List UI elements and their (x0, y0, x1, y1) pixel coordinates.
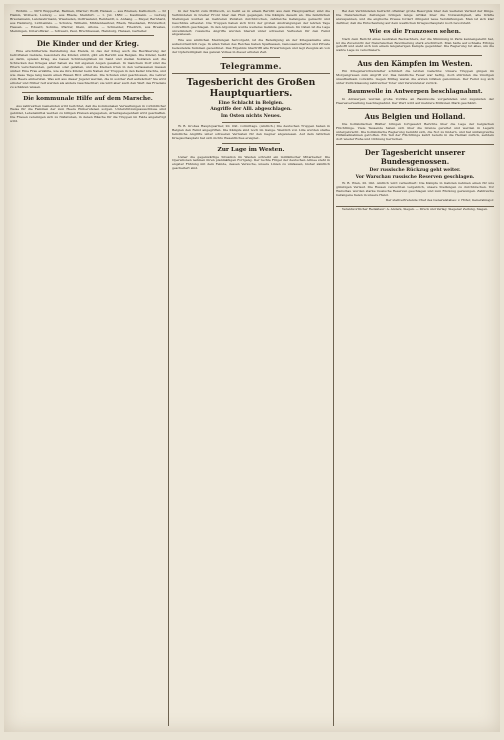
headline-bundesgenossen: Der Tagesbericht unserer Bundesgenossen. (364, 148, 466, 167)
article-text: Ein Kriegsberichterstatter schildert die letzten Gefechte: Unsere Truppen gingen im Morgengrauen zum Angriff vor. Das feindliche Feuer war heftig, doch stürmten die Unsrigen unaufhaltsam vorwärts. Gegen Mittag waren die ersten Gräben genommen. Der Feind zog sich unter Zurücklassung zahlreicher Toter und Verwundeter zurück. (336, 69, 494, 85)
divider (336, 144, 494, 145)
divider (22, 92, 154, 93)
article-text: Ueber die gegenwärtige Situation im Westen schreibt ein militärischer Mitarbeiter: Die Operationen nehmen ihren planmäßigen Fortgang. Der rechte Flügel der deutschen Armee steht in engster Fühlung mit dem Feinde, dessen Versuche, unsere Linien zu umfassen, bisher sämtlich gescheitert sind. (172, 154, 330, 171)
headline-belgien: Aus Belgien und Holland. (364, 111, 466, 121)
subheadline: Eine Schlacht in Belgien. (218, 100, 284, 106)
signoff: Der stellvertretende Chef des Generalstabes: v. Höfer, Generalmajor. (385, 198, 494, 203)
article-text: Aus zahlreichen Gemeinden wird berichtet, daß die kommunalen Verwaltungen in vorbildlicher Weise für die Familien der zum Heere Einberufenen sorgen. Unterstützungsausschüsse sind gebildet, Lebensmittel werden zu billigen Preisen abgegeben, Arbeitsgelegenheit wird geschaffen. Die Frauen vereinigen sich zu Nähstuben, in denen Wäsche für die Truppen im Felde angefertigt wird. (10, 103, 166, 124)
divider (172, 73, 330, 74)
article-text: Eine erschütternde Darstellung des Elends, in das der Krieg auch die Bevölkerung der betroffenen Gebiete, besonders die Kinder, stürzt, gibt ein Bericht aus Belgien. Die Kinder, heißt es darin, spielen Krieg, sie bauen Schützengräben im Sand und stellen Soldaten auf; die Schrecken des Krieges aber haben sie mit eigenen Augen gesehen. In manchem Dorf sind die Eltern verschwunden, geflohen oder gefallen, und die Kleinen irren in den verlassenen Gassen umher. Eine Frau erzählte, wie sie ihre Kinder beim Nahen der Truppen in den Keller brachte, und wie diese Tage lang kaum einen Bissen Brot erhielten. Die Schulen sind geschlossen, die Lehrer zum Heere einberufen. Was soll aus dieser Jugend werden, die in solcher Zeit aufwächst? Sie wird ernster und früher reif werden als andere Geschlechter; sie wird aber auch den Wert des Friedens zu schätzen wissen. (10, 49, 166, 89)
divider (348, 108, 482, 109)
article-text: Bei den Verbündeten herrscht offenbar große Besorgnis über den weiteren Verlauf der Dinge. Die französischen Zeitungen bringen lange Artikel über die Notwendigkeit, alle Kräfte anzuspannen, und die englische Presse fordert dringend neue Verstärkungen. Man ist sich klar darüber, daß die Entscheidung auf dem westlichen Kriegsschauplatz noch bevorsteht. (336, 10, 494, 25)
headline-kinder: Die Kinder und der Krieg. (36, 39, 140, 49)
divider (222, 143, 280, 144)
article-text: Wöhrm. — 3970 Wuppertal, Barmen, Pfarrer; Wolff, Hansen — aus Bremen, Katholisch. — 32 Hamm, Wolbeck, Ludwig — aus Rhade, Steinfurt. — 1. Jul. 1880 — Kaufmann. — Ludwig Braunsmann, Landwehrmann, Wiesbaden, Ostfriesland, Reinhardt, u. Anhang. — Meyer, Bernhard, aus Hamburg, Lichtenfels. — Schulze, Wilhelm, Mühlenbesitzer, Rhein, Wiesbaden, Hörsterhof, Hessen. — Eduard, Sohnke, Pfarrer, Klein, Altona. — Schneider, Friedrich, aus Breslau, Meiningen, Unteroffizier. — Schwarz, Paul, Bruchhausen, Hamburg, Hansen, Gefreiter. (10, 10, 166, 33)
subheadline: Im Osten nichts Neues. (220, 114, 282, 120)
divider (222, 57, 280, 58)
divider (348, 55, 482, 56)
headline-telegramme: Telegramme. (220, 60, 282, 71)
column-rule (168, 10, 169, 726)
subheadline: Vor Warschau russische Reserven geschlagen. (355, 175, 475, 181)
column-1 (10, 10, 166, 726)
article-text: W. B. Wien, 20. Okt. Amtlich wird verlautbart: Die Kämpfe in Galizien nehmen einen für uns günstigen Verlauf. Die Russen versuchten vergeblich, unsere Stellungen zu durchbrechen. Vor Warschau wurden starke russische Reserven geschlagen und zum Rückzug gezwungen. Zahlreiche Gefangene fielen in unsere Hand. (336, 180, 494, 197)
newspaper-page (4, 4, 500, 732)
article-text: Wie aus amtlichen Meldungen hervorgeht, ist die Beteiligung an der Kriegsanleihe eine außerordentlich rege. In allen Teilen des Reiches haben Sparkassen, Genossenschaften und Private bedeutende Summen gezeichnet. Das Ergebnis übertrifft alle Erwartungen und legt Zeugnis ab von der Opferwilligkeit des ganzen Volkes in dieser ernsten Zeit. (172, 37, 330, 54)
article-text: Nach dem Bericht eines neutralen Beobachters, der die Stimmung in Paris kennengelernt hat, ist die Zuversicht der französischen Bevölkerung stark erschüttert. Man hatte auf schnelle Erfolge gehofft und sieht sich nun einem langwierigen Kampfe gegenüber. Die Regierung tut alles, um die wahre Lage zu verschleiern. (336, 36, 494, 53)
imprint-footer: Verantwortlicher Redakteur: A. Anders, Siegen. — Druck und Verlag: Siegener Zeitung, Siegen. (336, 206, 494, 212)
headline-kaempfe: Aus den Kämpfen im Westen. (357, 59, 473, 69)
column-2 (172, 10, 330, 726)
subheadline: Angriffe der Alli. abgeschlagen. (210, 107, 292, 113)
divider (222, 122, 280, 123)
article-text: Die holländischen Blätter bringen fortgesetzt Berichte über die Lage der belgischen Flüchtlinge. Viele Tausende haben sich über die Grenze gerettet und werden in Lagern untergebracht. Die holländische Regierung bemüht sich, die Not zu lindern, und hat umfangreiche Hilfsmaßnahmen getroffen. Ein Teil der Flüchtlinge kehrt bereits in die Heimat zurück, seitdem dort wieder Ruhe und Ordnung herrschen. (336, 121, 494, 142)
subheadline: Der russische Rückzug geht weiter. (369, 168, 461, 174)
headline-tagesbericht: Tagesbericht des Großen Hauptquartiers. (186, 76, 316, 99)
headline-lage: Zur Lage im Westen. (217, 146, 285, 153)
headline-hilfe: Die kommunale Hilfe auf dem Marsche. (23, 95, 153, 102)
article-text: In Antwerpen wurden große Vorräte an Baumwolle vorgefunden und zugunsten der Heeresverwaltung beschlagnahmt. Der Wert wird auf mehrere Millionen Mark geschätzt. (336, 96, 494, 105)
article-text: In der Nacht zum Mittwoch, so heißt es in einem Bericht aus dem Hauptquartier, sind die Verbündeten in breiter Front über den Fluß gegangen. Die Kämpfe dauern an. Die feindlichen Stellungen wurden an mehreren Punkten durchbrochen, zahlreiche Gefangene gemacht und Geschütze erbeutet. Die Truppen haben sich trotz der großen Anstrengungen der letzten Tage vortrefflich geschlagen. In den Argonnen wurde weiteres Gelände gewonnen. Im Osten ist die Lage unverändert; russische Angriffe wurden überall unter schweren Verlusten für den Feind abgewiesen. (172, 10, 330, 37)
divider (22, 35, 154, 36)
headline-franzosen: Wie es die Franzosen sehen. (369, 28, 461, 35)
article-text: W. B. Großes Hauptquartier, 20. Okt. vormittags. (Amtlich.) Die deutschen Truppen haben in Belgien den Feind angegriffen. Die Kämpfe sind noch im Gange. Westlich von Lille wurden starke feindliche Angriffe unter schweren Verlusten für den Gegner abgewiesen. Auf dem östlichen Kriegsschauplatz hat sich nichts Wesentliches ereignet. (172, 123, 330, 140)
column-rule (333, 10, 334, 726)
headline-baumwolle: Baumwolle in Antwerpen beschlagnahmt. (347, 88, 483, 95)
column-3 (336, 10, 494, 726)
